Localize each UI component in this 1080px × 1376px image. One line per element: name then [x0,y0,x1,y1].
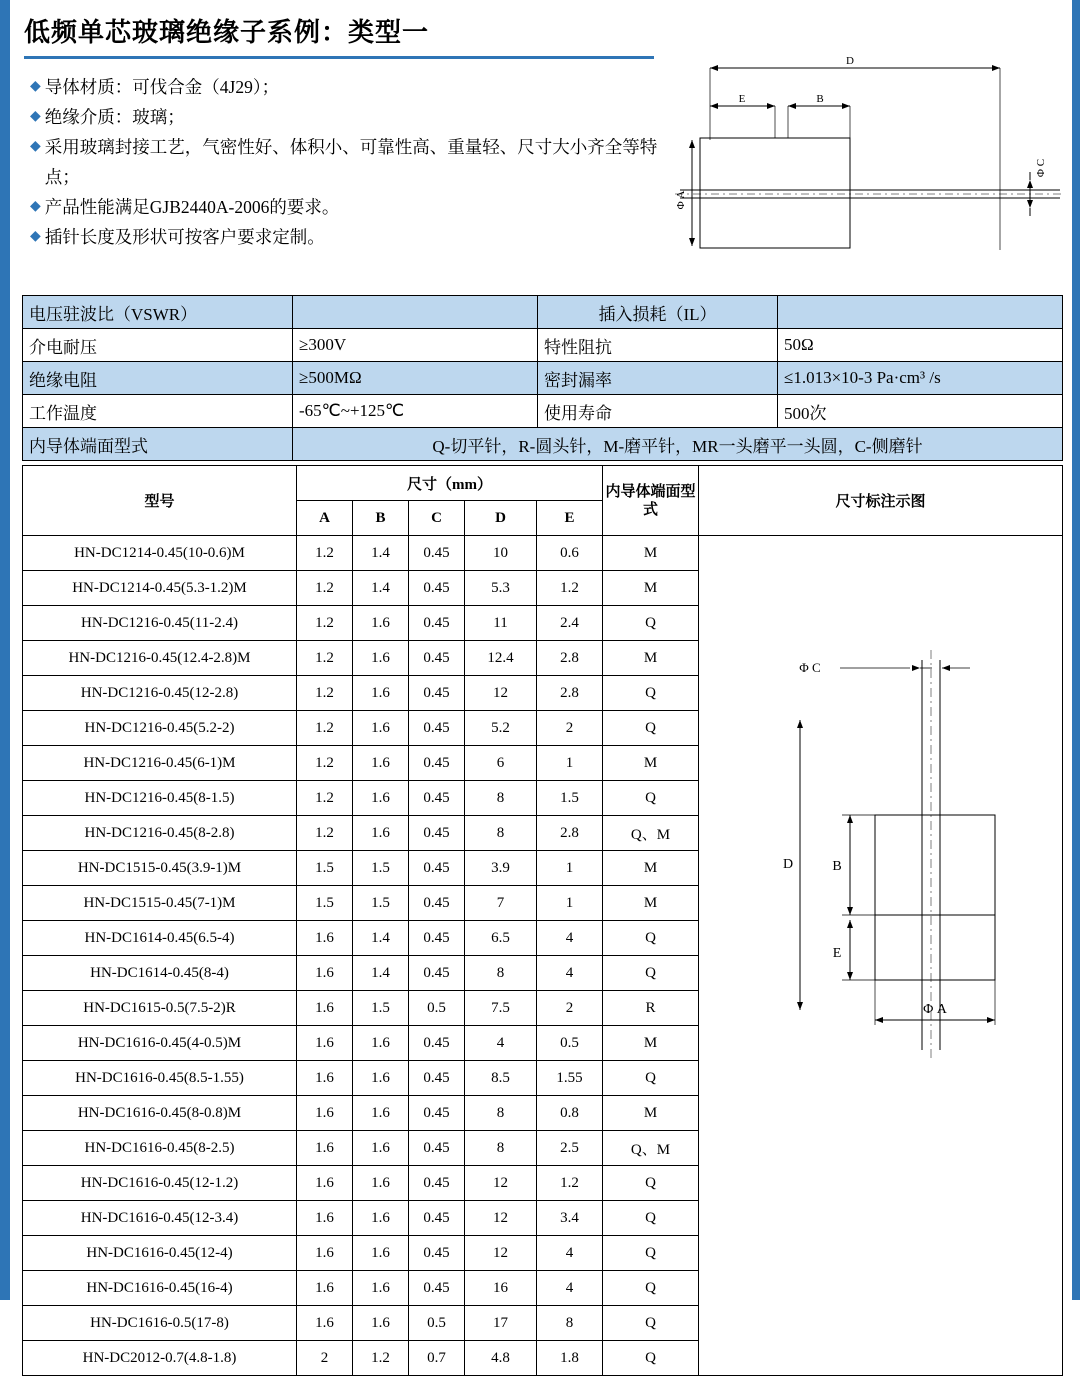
cell-d: 5.2 [465,711,537,746]
label-phi-a: Φ A [923,1002,947,1017]
diamond-icon: ◆ [30,199,41,214]
cell-e: 2.8 [537,676,603,711]
cell-b: 1.6 [353,1061,409,1096]
cell-e: 1.5 [537,781,603,816]
col-header-dimensions: 尺寸（mm） [297,466,603,501]
cell-b: 1.6 [353,641,409,676]
cell-d: 3.9 [465,851,537,886]
cell-model: HN-DC1216-0.45(12-2.8) [23,676,297,711]
cell-model: HN-DC1616-0.45(12-1.2) [23,1166,297,1201]
cell-b: 1.6 [353,746,409,781]
cell-a: 1.2 [297,571,353,606]
cell-b: 1.4 [353,571,409,606]
cell-end-type: R [603,991,699,1026]
spec-value: 500次 [778,395,1063,428]
cell-end-type: Q [603,956,699,991]
cell-end-type: M [603,536,699,571]
cell-e: 1 [537,851,603,886]
label-b: B [832,859,842,874]
cell-model: HN-DC1614-0.45(6.5-4) [23,921,297,956]
col-header-d: D [465,501,537,536]
cell-c: 0.45 [409,746,465,781]
cell-model: HN-DC1216-0.45(11-2.4) [23,606,297,641]
cell-e: 2 [537,991,603,1026]
table-header-row [23,466,1063,501]
cell-d: 8.5 [465,1061,537,1096]
cell-model: HN-DC1616-0.45(8-0.8)M [23,1096,297,1131]
table-row [23,329,1063,362]
cell-b: 1.6 [353,676,409,711]
cell-c: 0.45 [409,676,465,711]
list-item-label: 绝缘介质：玻璃； [44,107,185,127]
cell-a: 1.2 [297,641,353,676]
cell-e: 1.8 [537,1341,603,1376]
cell-model: HN-DC1216-0.45(8-1.5) [23,781,297,816]
feature-list [30,72,670,252]
col-header-drawing-label: 尺寸标注示图 [835,494,926,510]
cell-b: 1.4 [353,536,409,571]
spec-key: 使用寿命 [538,395,778,428]
cell-end-type: M [603,1026,699,1061]
cell-end-type: Q [603,1166,699,1201]
cell-a: 1.6 [297,1026,353,1061]
cell-e: 1 [537,746,603,781]
cell-a: 1.6 [297,1061,353,1096]
cell-c: 0.45 [409,1096,465,1131]
cell-d: 10 [465,536,537,571]
cell-e: 2.5 [537,1131,603,1166]
cell-end-type: Q [603,711,699,746]
cell-c: 0.45 [409,851,465,886]
cell-c: 0.45 [409,781,465,816]
cell-d: 16 [465,1271,537,1306]
cell-e: 3.4 [537,1201,603,1236]
cell-c: 0.45 [409,1061,465,1096]
page-content [10,0,1072,1366]
cell-model: HN-DC1214-0.45(10-0.6)M [23,536,297,571]
cell-d: 12 [465,676,537,711]
cell-c: 0.5 [409,991,465,1026]
cell-b: 1.4 [353,956,409,991]
cell-a: 1.6 [297,991,353,1026]
table-row [23,395,1063,428]
cell-end-type: Q、M [603,816,699,851]
cell-d: 17 [465,1306,537,1341]
cell-end-type: Q [603,1341,699,1376]
cell-a: 1.6 [297,956,353,991]
cell-model: HN-DC1214-0.45(5.3-1.2)M [23,571,297,606]
label-phi-c: Φ C [1035,158,1047,178]
cell-c: 0.45 [409,1166,465,1201]
cell-a: 1.2 [297,746,353,781]
spec-key: 内导体端面型式 [23,428,293,461]
cell-model: HN-DC1216-0.45(6-1)M [23,746,297,781]
spec-key: 密封漏率 [538,362,778,395]
cell-b: 1.6 [353,1306,409,1341]
cell-c: 0.45 [409,1271,465,1306]
col-header-a: A [297,501,353,536]
list-item-label: 插针长度及形状可按客户要求定制。 [44,227,325,247]
cell-end-type: Q [603,1236,699,1271]
cell-d: 12 [465,1236,537,1271]
model-table-body [23,536,1063,1376]
cell-a: 1.5 [297,886,353,921]
list-item [30,72,670,102]
spec-value [293,296,538,329]
spec-key: 电压驻波比（VSWR） [23,296,293,329]
cell-end-type: M [603,886,699,921]
cell-c: 0.45 [409,571,465,606]
cell-b: 1.6 [353,606,409,641]
cell-model: HN-DC1615-0.5(7.5-2)R [23,991,297,1026]
cell-c: 0.45 [409,536,465,571]
label-phi-c: Φ C [799,660,821,675]
col-header-drawing [699,466,1063,536]
cell-b: 1.2 [353,1341,409,1376]
label-d: D [846,55,854,67]
cell-model: HN-DC1616-0.45(16-4) [23,1271,297,1306]
cell-d: 8 [465,956,537,991]
cell-end-type: M [603,1096,699,1131]
cell-e: 0.8 [537,1096,603,1131]
table-row [23,296,1063,329]
cell-e: 4 [537,1236,603,1271]
cell-a: 1.5 [297,851,353,886]
list-item [30,192,670,222]
cell-model: HN-DC1515-0.45(7-1)M [23,886,297,921]
cell-e: 2 [537,711,603,746]
cell-drawing [699,536,1063,1376]
page-title-text: 低频单芯玻璃绝缘子系例：类型一 [24,18,430,47]
cell-a: 1.6 [297,921,353,956]
cell-d: 12 [465,1166,537,1201]
cell-model: HN-DC1616-0.45(12-3.4) [23,1201,297,1236]
spec-value: ≤1.013×10-3 Pa·cm³ /s [778,362,1063,395]
col-header-c: C [409,501,465,536]
spec-value [778,296,1063,329]
cell-b: 1.6 [353,1131,409,1166]
cell-a: 1.2 [297,606,353,641]
cell-c: 0.45 [409,816,465,851]
cell-end-type: Q [603,921,699,956]
spec-key: 特性阻抗 [538,329,778,362]
spec-key: 工作温度 [23,395,293,428]
cell-model: HN-DC1616-0.45(8.5-1.55) [23,1061,297,1096]
spec-key: 插入损耗（IL） [538,296,778,329]
diamond-icon: ◆ [30,109,41,124]
spec-value: ≥300V [293,329,538,362]
spec-key: 介电耐压 [23,329,293,362]
spec-value: -65℃~+125℃ [293,395,538,428]
cell-b: 1.5 [353,851,409,886]
cell-c: 0.45 [409,886,465,921]
cell-end-type: Q [603,781,699,816]
cell-e: 1 [537,886,603,921]
cell-a: 1.2 [297,676,353,711]
cell-model: HN-DC1616-0.45(8-2.5) [23,1131,297,1166]
cell-a: 1.6 [297,1131,353,1166]
cell-end-type: Q [603,676,699,711]
list-item-label: 产品性能满足GJB2440A-2006的要求。 [44,197,340,217]
cell-model: HN-DC1216-0.45(12.4-2.8)M [23,641,297,676]
cell-a: 1.6 [297,1236,353,1271]
cell-e: 8 [537,1306,603,1341]
diamond-icon: ◆ [30,79,41,94]
cell-e: 4 [537,956,603,991]
table-row [23,536,1063,571]
cell-model: HN-DC1616-0.45(12-4) [23,1236,297,1271]
col-header-b: B [353,501,409,536]
cell-end-type: Q、M [603,1131,699,1166]
cell-model: HN-DC1614-0.45(8-4) [23,956,297,991]
label-b: B [816,93,824,105]
cell-d: 8 [465,816,537,851]
spec-value: ≥500MΩ [293,362,538,395]
list-item [30,102,670,132]
top-dimension-drawing [670,50,1070,280]
cell-d: 8 [465,1096,537,1131]
cell-b: 1.6 [353,1271,409,1306]
cell-a: 1.2 [297,816,353,851]
cell-e: 0.6 [537,536,603,571]
cell-e: 1.55 [537,1061,603,1096]
cell-b: 1.5 [353,991,409,1026]
cell-b: 1.5 [353,886,409,921]
cell-e: 2.4 [537,606,603,641]
cell-a: 1.2 [297,711,353,746]
cell-d: 12.4 [465,641,537,676]
cell-b: 1.6 [353,711,409,746]
list-item [30,222,670,252]
table-row [23,428,1063,461]
cell-d: 8 [465,781,537,816]
cell-end-type: M [603,641,699,676]
cell-d: 5.3 [465,571,537,606]
left-accent-bar [0,0,10,1300]
cell-b: 1.6 [353,781,409,816]
cell-d: 7 [465,886,537,921]
cell-b: 1.6 [353,1096,409,1131]
cell-d: 4 [465,1026,537,1061]
cell-end-type: Q [603,1061,699,1096]
cell-d: 7.5 [465,991,537,1026]
cell-c: 0.7 [409,1341,465,1376]
cell-c: 0.45 [409,641,465,676]
spec-table [22,295,1063,461]
cell-end-type: M [603,851,699,886]
cell-a: 1.6 [297,1271,353,1306]
cell-end-type: Q [603,1271,699,1306]
cell-e: 1.2 [537,1166,603,1201]
cell-e: 1.2 [537,571,603,606]
cell-d: 11 [465,606,537,641]
col-header-model: 型号 [23,466,297,536]
list-item-label: 导体材质：可伐合金（4J29）； [44,77,280,97]
diamond-icon: ◆ [30,139,41,154]
cell-e: 2.8 [537,816,603,851]
label-d: D [782,857,794,872]
list-item-label: 采用玻璃封接工艺，气密性好、体积小、可靠性高、重量轻、尺寸大小齐全等特点； [44,137,658,187]
list-item [30,132,670,192]
cell-end-type: M [603,746,699,781]
spec-value: Q-切平针，R-圆头针，M-磨平针，MR一头磨平一头圆，C-侧磨针 [293,428,1063,461]
cell-model: HN-DC2012-0.7(4.8-1.8) [23,1341,297,1376]
table-row [23,362,1063,395]
cell-b: 1.6 [353,1026,409,1061]
cell-a: 1.6 [297,1166,353,1201]
spec-key: 绝缘电阻 [23,362,293,395]
cell-b: 1.6 [353,1166,409,1201]
cell-a: 2 [297,1341,353,1376]
cell-a: 1.6 [297,1201,353,1236]
right-accent-bar [1072,0,1080,1300]
cell-c: 0.45 [409,1236,465,1271]
cell-a: 1.2 [297,781,353,816]
cell-d: 6.5 [465,921,537,956]
cell-e: 0.5 [537,1026,603,1061]
spec-value: 50Ω [778,329,1063,362]
cell-end-type: Q [603,606,699,641]
label-e: E [832,946,842,961]
cell-d: 8 [465,1131,537,1166]
cell-c: 0.45 [409,921,465,956]
cell-e: 2.8 [537,641,603,676]
cell-a: 1.6 [297,1096,353,1131]
cell-model: HN-DC1616-0.5(17-8) [23,1306,297,1341]
cell-model: HN-DC1216-0.45(5.2-2) [23,711,297,746]
cell-d: 6 [465,746,537,781]
label-e: E [738,93,746,105]
cell-a: 1.2 [297,536,353,571]
title-underline [24,56,654,59]
cell-model: HN-DC1515-0.45(3.9-1)M [23,851,297,886]
cell-model: HN-DC1616-0.45(4-0.5)M [23,1026,297,1061]
cell-e: 4 [537,1271,603,1306]
cell-b: 1.6 [353,1236,409,1271]
cell-end-type: Q [603,1201,699,1236]
cell-b: 1.6 [353,1201,409,1236]
cell-end-type: Q [603,1306,699,1341]
cell-b: 1.4 [353,921,409,956]
cell-model: HN-DC1216-0.45(8-2.8) [23,816,297,851]
model-table [22,465,1063,1376]
cell-end-type: M [603,571,699,606]
cell-c: 0.45 [409,1026,465,1061]
col-header-end-type: 内导体端面型式 [603,466,699,536]
cell-c: 0.5 [409,1306,465,1341]
cell-c: 0.45 [409,1131,465,1166]
cell-c: 0.45 [409,606,465,641]
cell-c: 0.45 [409,1201,465,1236]
cell-e: 4 [537,921,603,956]
cell-c: 0.45 [409,956,465,991]
cell-b: 1.6 [353,816,409,851]
cell-d: 12 [465,1201,537,1236]
cell-c: 0.45 [409,711,465,746]
col-header-e: E [537,501,603,536]
diamond-icon: ◆ [30,229,41,244]
label-phi-a: Φ A [675,190,687,210]
cell-a: 1.6 [297,1306,353,1341]
cell-d: 4.8 [465,1341,537,1376]
